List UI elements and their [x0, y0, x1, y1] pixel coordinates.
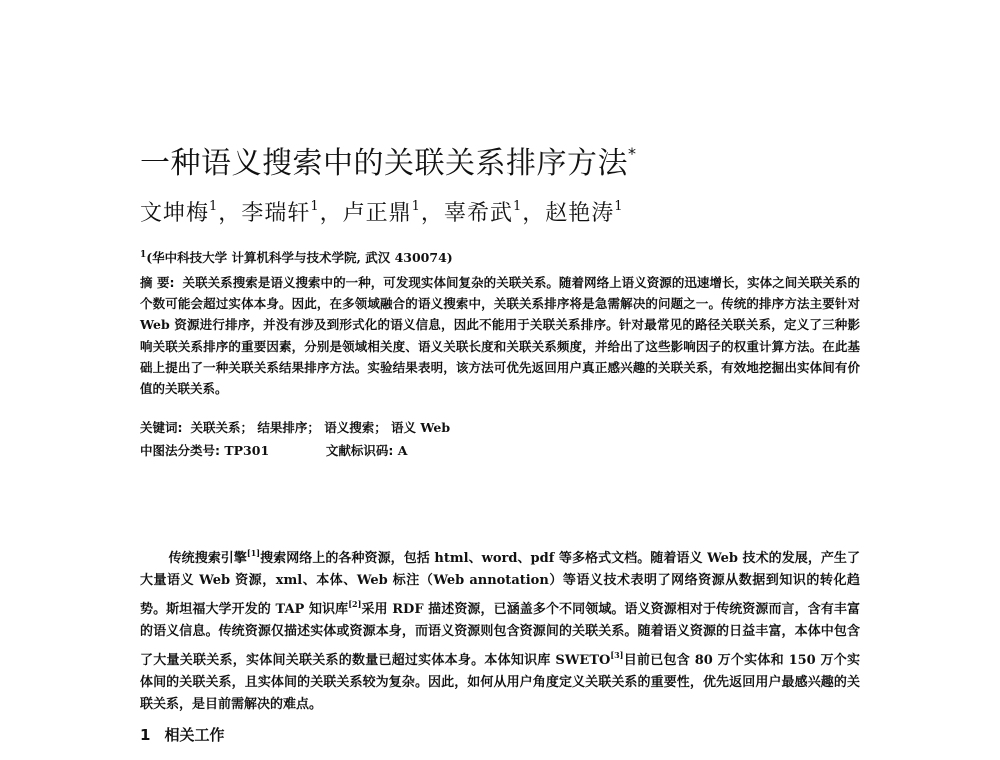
classification-line [140, 441, 407, 459]
keywords-label: 关键词: [140, 420, 183, 435]
author: 卢正鼎$^1$ [342, 199, 421, 226]
section-title: 相关工作 [164, 726, 225, 744]
author-list: 文坤梅$^1$，李瑞轩$^1$，卢正鼎$^1$，辜希武$^1$，赵艳涛$^1$ [140, 199, 624, 226]
section-heading [140, 724, 224, 745]
author: 赵艳涛$^1$ [545, 199, 624, 226]
section-number: 1 [140, 726, 151, 744]
intro-paragraph: 传统搜索引擎[1]搜索网络上的各种资源，包括 html、word、pdf 等多格式文档。随着语义 Web 技术的发展，产生了大量语义 Web 资源，xml、本体、Web 标注（Web annotation）等语义技术表明了网络资源从数据到知识的转化趋势。斯坦福大学开发的 TAP 知识库[2]采用 RDF 描述资源，已涵盖多个不同领域。语义资源相对于传统资源而言，含有丰富的语义信息。传统资源仅描述实体或资源本身，而语义资源则包含资源间的关联关系。随着语义资源的日益丰富，本体中包含了大量关联关系，实体间关联关系的数量已超过实体本身。本体知识库 SWETO[3]目前已包含 80 万个实体和 150 万个实体间的关联关系，且实体间的关联关系较为复杂。因此，如何从用户角度定义关联关系的重要性，优先返回用户最感兴趣的关联关系，是目前需解决的难点。 [140, 548, 860, 713]
clc-code: TP301 [224, 443, 270, 458]
keywords [140, 418, 450, 436]
body-text [140, 542, 860, 717]
clc-label: 中图法分类号: [140, 443, 220, 458]
author: 李瑞轩$^1$ [241, 199, 320, 226]
abstract [140, 272, 860, 399]
affiliation: $^1$(华中科技大学 计算机科学与技术学院, 武汉 430074) [140, 249, 453, 265]
keywords-text: 关联关系； 结果排序； 语义搜索； 语义 Web [190, 420, 451, 435]
paper-title [140, 138, 637, 182]
doccode-value: A [397, 443, 408, 458]
abstract-label: 摘 要: [140, 275, 175, 290]
author: 文坤梅$^1$ [140, 199, 219, 226]
doccode-label: 文献标识码: [325, 443, 394, 458]
citation-ref: [2] [348, 598, 362, 609]
citation-ref: [1] [246, 548, 261, 558]
paper-title-text: 一种语义搜索中的关联关系排序方法 [140, 146, 628, 181]
abstract-text: 关联关系搜索是语义搜索中的一种，可发现实体间复杂的关联关系。随着网络上语义资源的迅速增长，实体之间关联关系的个数可能会超过实体本身。因此，在多领域融合的语义搜索中，关联关系排序将是急需解决的问题之一。传统的排序方法主要针对 Web 资源进行排序，并没有涉及到形式化的语义信息，因此不能用于关联关系排序。针对最常见的路径关联关系，定义了三种影响关联关系排序的重要因素，分别是领域相关度、语义关联长度和关联关系频度，并给出了这些影响因子的权重计算方法。在此基础上提出了一种关联关系结果排序方法。实验结果表明，该方法可优先返回用户真正感兴趣的关联关系，有效地挖掘出实体间有价值的关联关系。 [140, 275, 860, 397]
title-footnote-mark: * [628, 144, 637, 163]
author: 辜希武$^1$ [443, 199, 523, 226]
citation-ref: [3] [610, 649, 624, 660]
